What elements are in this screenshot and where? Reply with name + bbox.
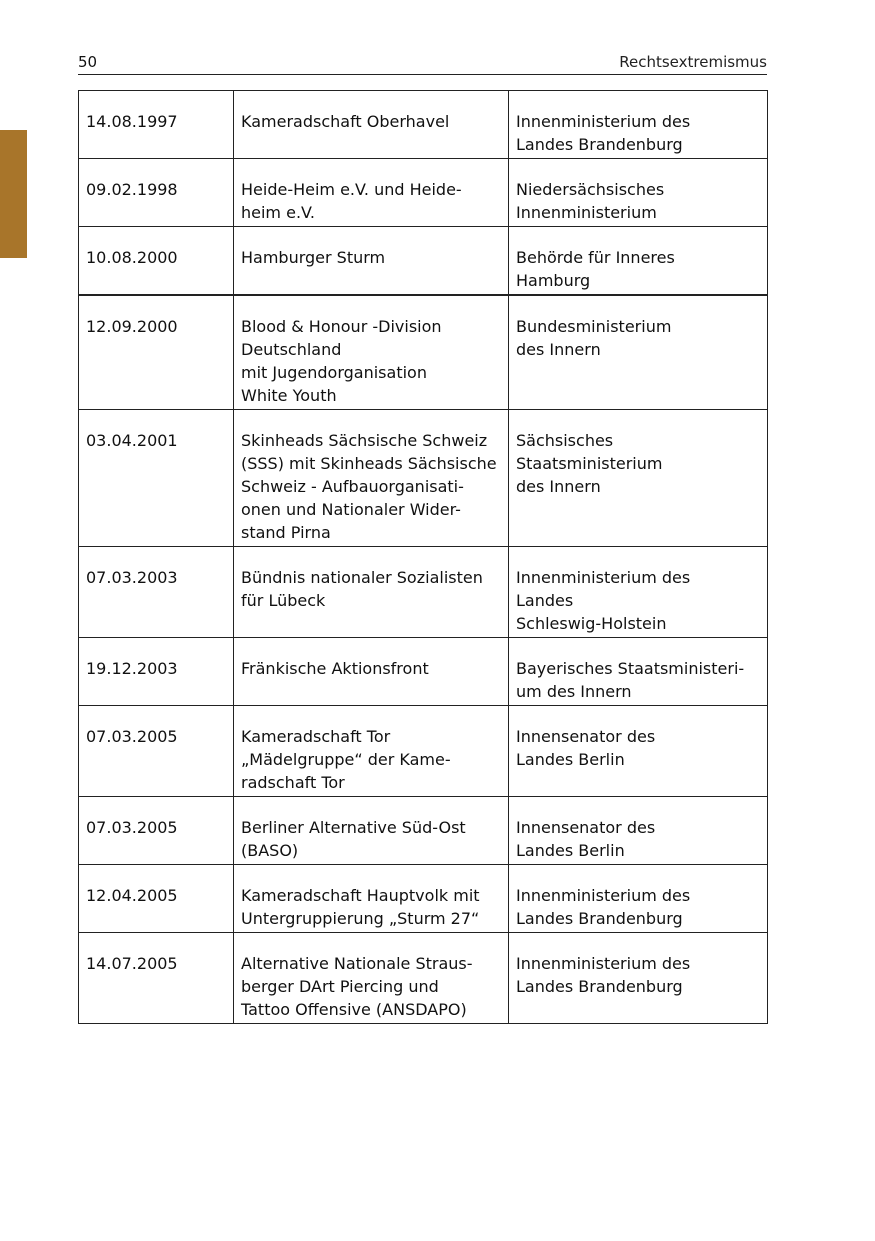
page-header xyxy=(78,52,767,75)
table-row xyxy=(79,91,768,159)
ban-table-body xyxy=(79,91,768,1024)
ban-table xyxy=(78,90,768,1024)
ban-date: 14.07.2005 xyxy=(79,933,234,1024)
banned-organization: Fränkische Aktionsfront xyxy=(234,638,509,706)
banned-organization: Alternative Nationale Straus- berger DArt Piercing und Tattoo Offensive (ANSDAPO) xyxy=(234,933,509,1024)
ban-date: 07.03.2003 xyxy=(79,547,234,638)
ban-date: 12.04.2005 xyxy=(79,865,234,933)
table-row xyxy=(79,638,768,706)
banning-authority: Innenministerium des Landes Brandenburg xyxy=(509,933,768,1024)
running-title: Rechtsextremismus xyxy=(619,53,767,71)
ban-date: 10.08.2000 xyxy=(79,227,234,296)
banned-organization: Skinheads Sächsische Schweiz (SSS) mit Skinheads Sächsische Schweiz - Aufbauorganisati- onen und Nationaler Wider- stand Pirna xyxy=(234,410,509,547)
table-row xyxy=(79,410,768,547)
banned-organization: Kameradschaft Tor „Mädelgruppe“ der Kame- radschaft Tor xyxy=(234,706,509,797)
banning-authority: Behörde für Inneres Hamburg xyxy=(509,227,768,296)
banning-authority: Innenministerium des Landes Schleswig-Holstein xyxy=(509,547,768,638)
table-row xyxy=(79,295,768,410)
table-row xyxy=(79,933,768,1024)
page-number: 50 xyxy=(78,53,98,71)
banned-organization: Blood & Honour -Division Deutschland mit Jugendorganisation White Youth xyxy=(234,295,509,410)
banned-organization: Bündnis nationaler Sozialisten für Lübeck xyxy=(234,547,509,638)
banning-authority: Innenministerium des Landes Brandenburg xyxy=(509,865,768,933)
banned-organization: Kameradschaft Oberhavel xyxy=(234,91,509,159)
table-row xyxy=(79,227,768,296)
banning-authority: Bayerisches Staatsministeri- um des Innern xyxy=(509,638,768,706)
banning-authority: Innensenator des Landes Berlin xyxy=(509,706,768,797)
table-row xyxy=(79,797,768,865)
banning-authority: Innenministerium des Landes Brandenburg xyxy=(509,91,768,159)
chapter-marker-tab xyxy=(0,130,27,258)
table-row xyxy=(79,706,768,797)
banning-authority: Bundesministerium des Innern xyxy=(509,295,768,410)
table-row xyxy=(79,547,768,638)
ban-date: 19.12.2003 xyxy=(79,638,234,706)
banning-authority: Niedersächsisches Innenministerium xyxy=(509,159,768,227)
banning-authority: Sächsisches Staatsministerium des Innern xyxy=(509,410,768,547)
ban-date: 07.03.2005 xyxy=(79,797,234,865)
ban-date: 07.03.2005 xyxy=(79,706,234,797)
ban-date: 03.04.2001 xyxy=(79,410,234,547)
table-row xyxy=(79,865,768,933)
banned-organization: Hamburger Sturm xyxy=(234,227,509,296)
banned-organization: Berliner Alternative Süd-Ost (BASO) xyxy=(234,797,509,865)
ban-date: 09.02.1998 xyxy=(79,159,234,227)
banning-authority: Innensenator des Landes Berlin xyxy=(509,797,768,865)
ban-date: 12.09.2000 xyxy=(79,295,234,410)
banned-organization: Heide-Heim e.V. und Heide- heim e.V. xyxy=(234,159,509,227)
table-row xyxy=(79,159,768,227)
banned-organization: Kameradschaft Hauptvolk mit Untergruppierung „Sturm 27“ xyxy=(234,865,509,933)
ban-date: 14.08.1997 xyxy=(79,91,234,159)
